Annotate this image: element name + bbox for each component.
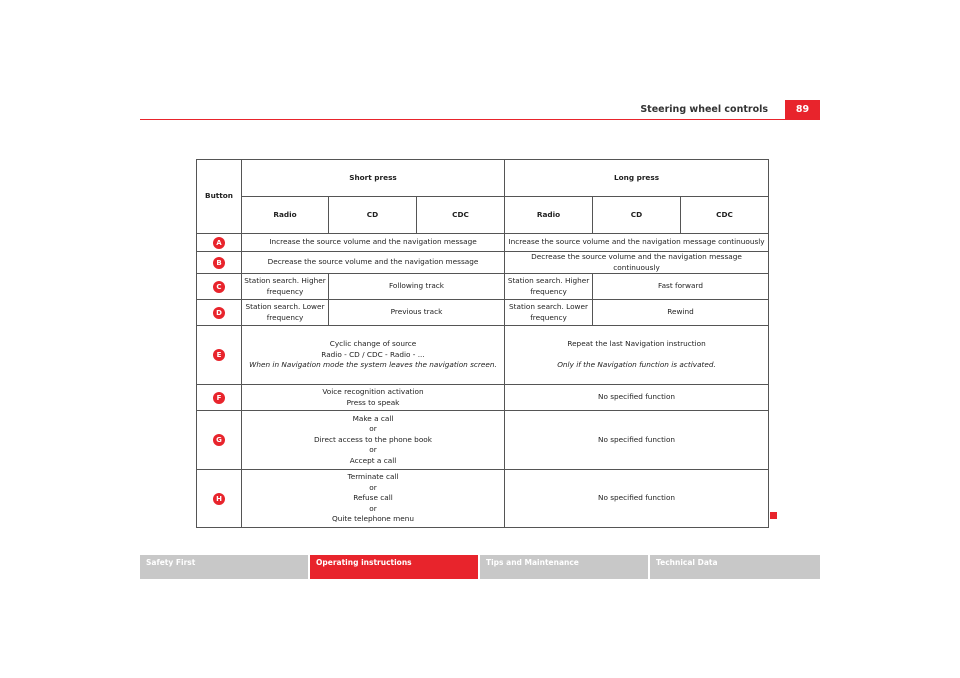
button-b-badge: B <box>213 257 225 269</box>
header-short-cd: CD <box>329 197 417 234</box>
header-long-cd: CD <box>593 197 681 234</box>
header-short-radio: Radio <box>242 197 329 234</box>
button-c-badge: C <box>213 281 225 293</box>
cell-short: Voice recognition activation Press to speak <box>242 385 505 411</box>
footer-tab-tips-and-maintenance[interactable]: Tips and Maintenance <box>480 555 648 579</box>
table-row <box>197 470 769 528</box>
button-a-badge: A <box>213 237 225 249</box>
table-row <box>197 385 769 411</box>
cell-short-radio: Station search. Lower frequency <box>242 300 329 326</box>
cell-long-cd-cdc: Fast forward <box>593 274 769 300</box>
cell-short-cd-cdc: Previous track <box>329 300 505 326</box>
cell-short: Make a call or Direct access to the phone book or Accept a call <box>242 411 505 470</box>
button-d-badge: D <box>213 307 225 319</box>
cell-short: Terminate call or Refuse call or Quite telephone menu <box>242 470 505 528</box>
controls-table <box>196 159 769 528</box>
footer-tab-safety-first[interactable]: Safety First <box>140 555 308 579</box>
header-button: Button <box>197 160 242 234</box>
table-row <box>197 234 769 252</box>
cell-short-cd-cdc: Following track <box>329 274 505 300</box>
button-e-badge: E <box>213 349 225 361</box>
header-short-press: Short press <box>242 160 505 197</box>
header-long-press: Long press <box>505 160 769 197</box>
cell-long-radio: Station search. Lower frequency <box>505 300 593 326</box>
cell-long: No specified function <box>505 411 769 470</box>
cell-long: Increase the source volume and the navigation message continuously <box>505 234 769 252</box>
table-row <box>197 252 769 274</box>
header-short-cdc: CDC <box>417 197 505 234</box>
cell-long: No specified function <box>505 385 769 411</box>
table-row <box>197 300 769 326</box>
table-row <box>197 274 769 300</box>
page-title: Steering wheel controls <box>640 104 768 115</box>
table-row <box>197 326 769 385</box>
cell-long: No specified function <box>505 470 769 528</box>
header-long-radio: Radio <box>505 197 593 234</box>
button-h-badge: H <box>213 493 225 505</box>
button-g-badge: G <box>213 434 225 446</box>
cell-long-radio: Station search. Higher frequency <box>505 274 593 300</box>
cell-long: Decrease the source volume and the navigation message continuously <box>505 252 769 274</box>
cell-short: Increase the source volume and the navigation message <box>242 234 505 252</box>
header-divider <box>140 119 820 120</box>
cell-long: Repeat the last Navigation instruction Only if the Navigation function is activated. <box>505 326 769 385</box>
section-end-marker <box>770 512 777 519</box>
page-number: 89 <box>785 100 820 119</box>
cell-long-cd-cdc: Rewind <box>593 300 769 326</box>
table-row <box>197 411 769 470</box>
footer-tab-technical-data[interactable]: Technical Data <box>650 555 820 579</box>
footer-tab-operating-instructions[interactable]: Operating instructions <box>310 555 478 579</box>
cell-short: Cyclic change of source Radio - CD / CDC - Radio - ... When in Navigation mode the system leaves the navigation screen. <box>242 326 505 385</box>
header-long-cdc: CDC <box>681 197 769 234</box>
cell-short: Decrease the source volume and the navigation message <box>242 252 505 274</box>
cell-short-radio: Station search. Higher frequency <box>242 274 329 300</box>
button-f-badge: F <box>213 392 225 404</box>
